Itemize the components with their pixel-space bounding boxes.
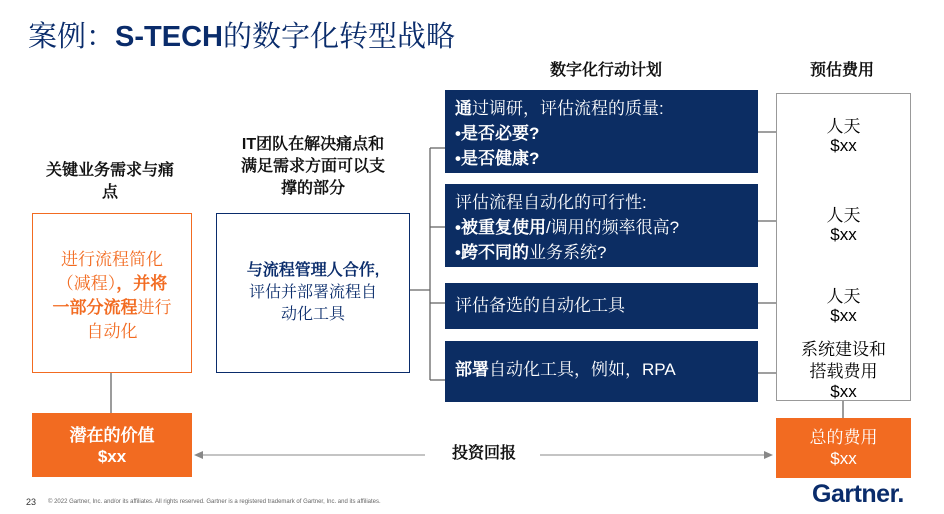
it-box-line3: 动化工具 <box>280 306 345 323</box>
action2-line3 <box>455 240 748 265</box>
cost-item-3 <box>776 287 911 325</box>
title-prefix: 案例： <box>28 21 116 53</box>
total-cost-box <box>776 418 911 478</box>
action-box-2 <box>445 184 758 267</box>
action-box-4 <box>445 341 758 402</box>
cost-item-1 <box>776 117 911 155</box>
header-business-needs-line2: 点 <box>101 184 118 201</box>
header-estimated-cost: 预估费用 <box>809 62 874 79</box>
action1-line3: •是否健康? <box>455 149 540 168</box>
action-box-1 <box>445 90 758 173</box>
action1-line2: •是否必要? <box>455 124 540 143</box>
action4-line1 <box>455 357 748 382</box>
action2-line2b: /调用的频率很高? <box>545 218 680 237</box>
action1-line1 <box>455 96 748 121</box>
action1-line1a: 通 <box>455 99 472 118</box>
pain-point-line3a: 一部分流程 <box>52 298 138 317</box>
roi-label: 投资回报 <box>451 445 516 462</box>
action2-line2 <box>455 215 748 240</box>
pain-point-box <box>32 213 192 373</box>
header-it-support-line3: 撑的部分 <box>280 180 345 197</box>
potential-value-label: 潜在的价值 <box>69 426 155 445</box>
potential-value-box <box>32 413 192 477</box>
action2-line1: 评估流程自动化的可行性: <box>455 193 647 212</box>
pain-point-line3b: 进行 <box>137 298 172 317</box>
cost-item-4 <box>776 339 911 401</box>
it-box-line2: 评估并部署流程自 <box>248 284 377 301</box>
pain-point-line2a: （减程） <box>56 274 117 293</box>
header-business-needs-line1: 关键业务需求与痛 <box>45 162 174 179</box>
pain-point-line3 <box>39 296 185 320</box>
pain-point-line2 <box>39 272 185 296</box>
page-number: 23 <box>26 497 37 507</box>
roi-arrow-right-head <box>764 451 773 459</box>
it-support-box <box>216 213 410 373</box>
cost-2-value: $xx <box>830 225 857 244</box>
cost-4-value: $xx <box>830 382 857 401</box>
action1-line1b: 过调研，评估流程的质量: <box>472 99 664 118</box>
header-it-support-line2: 满足需求方面可以支 <box>240 158 385 175</box>
total-cost-label: 总的费用 <box>809 428 878 447</box>
pain-point-line4: 自动化 <box>86 322 138 341</box>
action-box-3 <box>445 283 758 329</box>
cost-2-label: 人天 <box>826 206 861 225</box>
total-cost-amount: $xx <box>830 449 857 468</box>
title-brand: S-TECH <box>115 21 223 53</box>
action2-line3b: 业务系统? <box>528 243 607 262</box>
action3-line1: 评估备选的自动化工具 <box>455 296 625 315</box>
pain-point-line2b: ，并将 <box>116 274 168 293</box>
cost-3-value: $xx <box>830 306 857 325</box>
pain-point-line1: 进行流程简化 <box>61 250 163 269</box>
action4-line1a: 部署 <box>455 360 489 379</box>
cost-1-label: 人天 <box>826 117 861 136</box>
cost-3-label: 人天 <box>826 287 861 306</box>
it-box-line1: 与流程管理人合作, <box>246 262 380 279</box>
gartner-logo: Gartner. <box>812 480 904 508</box>
copyright-text: © 2022 Gartner, Inc. and/or its affiliates. All rights reserved. Gartner is a registered trademark of Gartner, Inc. and its affiliates. <box>48 499 381 505</box>
title-suffix: 的数字化转型战略 <box>222 21 455 53</box>
header-it-support-line1: IT团队在解决痛点和 <box>241 136 385 153</box>
cost-4-label: 系统建设和 搭载费用 <box>801 340 886 381</box>
header-action-plan: 数字化行动计划 <box>549 62 662 79</box>
roi-arrow-left-head <box>194 451 203 459</box>
cost-item-2 <box>776 206 911 244</box>
action2-line2a: •被重复使用 <box>455 218 546 237</box>
potential-value-amount: $xx <box>97 447 127 466</box>
cost-1-value: $xx <box>830 136 857 155</box>
action4-line1b: 自动化工具，例如，RPA <box>489 360 676 379</box>
action2-line3a: •跨不同的 <box>455 243 529 262</box>
